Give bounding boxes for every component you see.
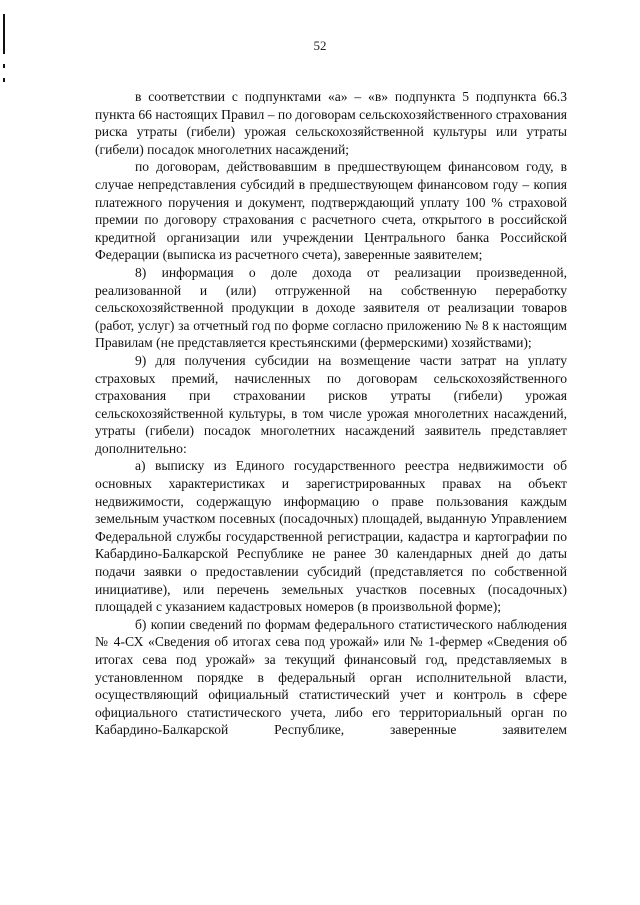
binding-mark (3, 64, 5, 68)
paragraph: 8) информация о доле дохода от реализации произведенной, реализованной и (или) отгруженной на собственную переработку сельскохозяйственной продукции в доходе заявителя от реализации товаров (работ, услуг) за отчетный год по форме согласно приложению № 8 к настоящим Правилам (не представляется крестьянскими (фермерскими) хозяйствами); (95, 264, 567, 351)
page-number: 52 (313, 38, 327, 53)
paragraph: а) выписку из Единого государственного реестра недвижимости об основных характеристиках и зарегистрированных правах на объект недвижимости, содержащую информацию о праве пользования каждым земельным участком посевных (посадочных) площадей, выданную Управлением Федеральной службы государственной регистрации, кадастра и картографии по Кабардино-Балкарской Республике не ранее 30 календарных дней до даты подачи заявки о предоставлении субсидий (представляется по собственной инициативе), или перечень земельных участков посевных (посадочных) площадей с указанием кадастровых номеров (в произвольной форме); (95, 458, 567, 615)
document-body (95, 88, 567, 739)
paragraph: б) копии сведений по формам федерального статистического наблюдения № 4-СХ «Сведения об итогах сева под урожай» или № 1-фермер «Сведения об итогах сева под урожай» за текущий финансовый год, представляемых в установленном порядке в федеральный орган исполнительной власти, осуществляющий официальный статистический учет и контроль в сфере официального статистического учета, либо его территориальный орган по Кабардино-Балкарской Республике, заверенные заявителем (95, 616, 567, 738)
paragraph: в соответствии с подпунктами «а» – «в» подпункта 5 подпункта 66.3 пункта 66 настоящих Правил – по договорам сельскохозяйственного страхования риска утраты (гибели) урожая сельскохозяйственной культуры или утраты (гибели) посадок многолетних насаждений; (95, 89, 567, 157)
paragraph: 9) для получения субсидии на возмещение части затрат на уплату страховых премий, начисленных по договорам сельскохозяйственного страхования при страховании рисков утраты (гибели) урожая сельскохозяйственной культуры, в том числе урожая многолетних насаждений, утраты (гибели) посадок многолетних насаждений заявитель представляет дополнительно: (95, 352, 567, 456)
binding-mark (3, 78, 5, 82)
paragraph: по договорам, действовавшим в предшествующем финансовом году, в случае непредставления субсидий в предшествующем финансовом году – копия платежного поручения и документ, подтверждающий уплату 100 % страховой премии по договору страхования с расчетного счета, открытого в российской кредитной организации или учреждении Центрального банка Российской Федерации (выписка из расчетного счета), заверенные заявителем; (95, 159, 567, 263)
